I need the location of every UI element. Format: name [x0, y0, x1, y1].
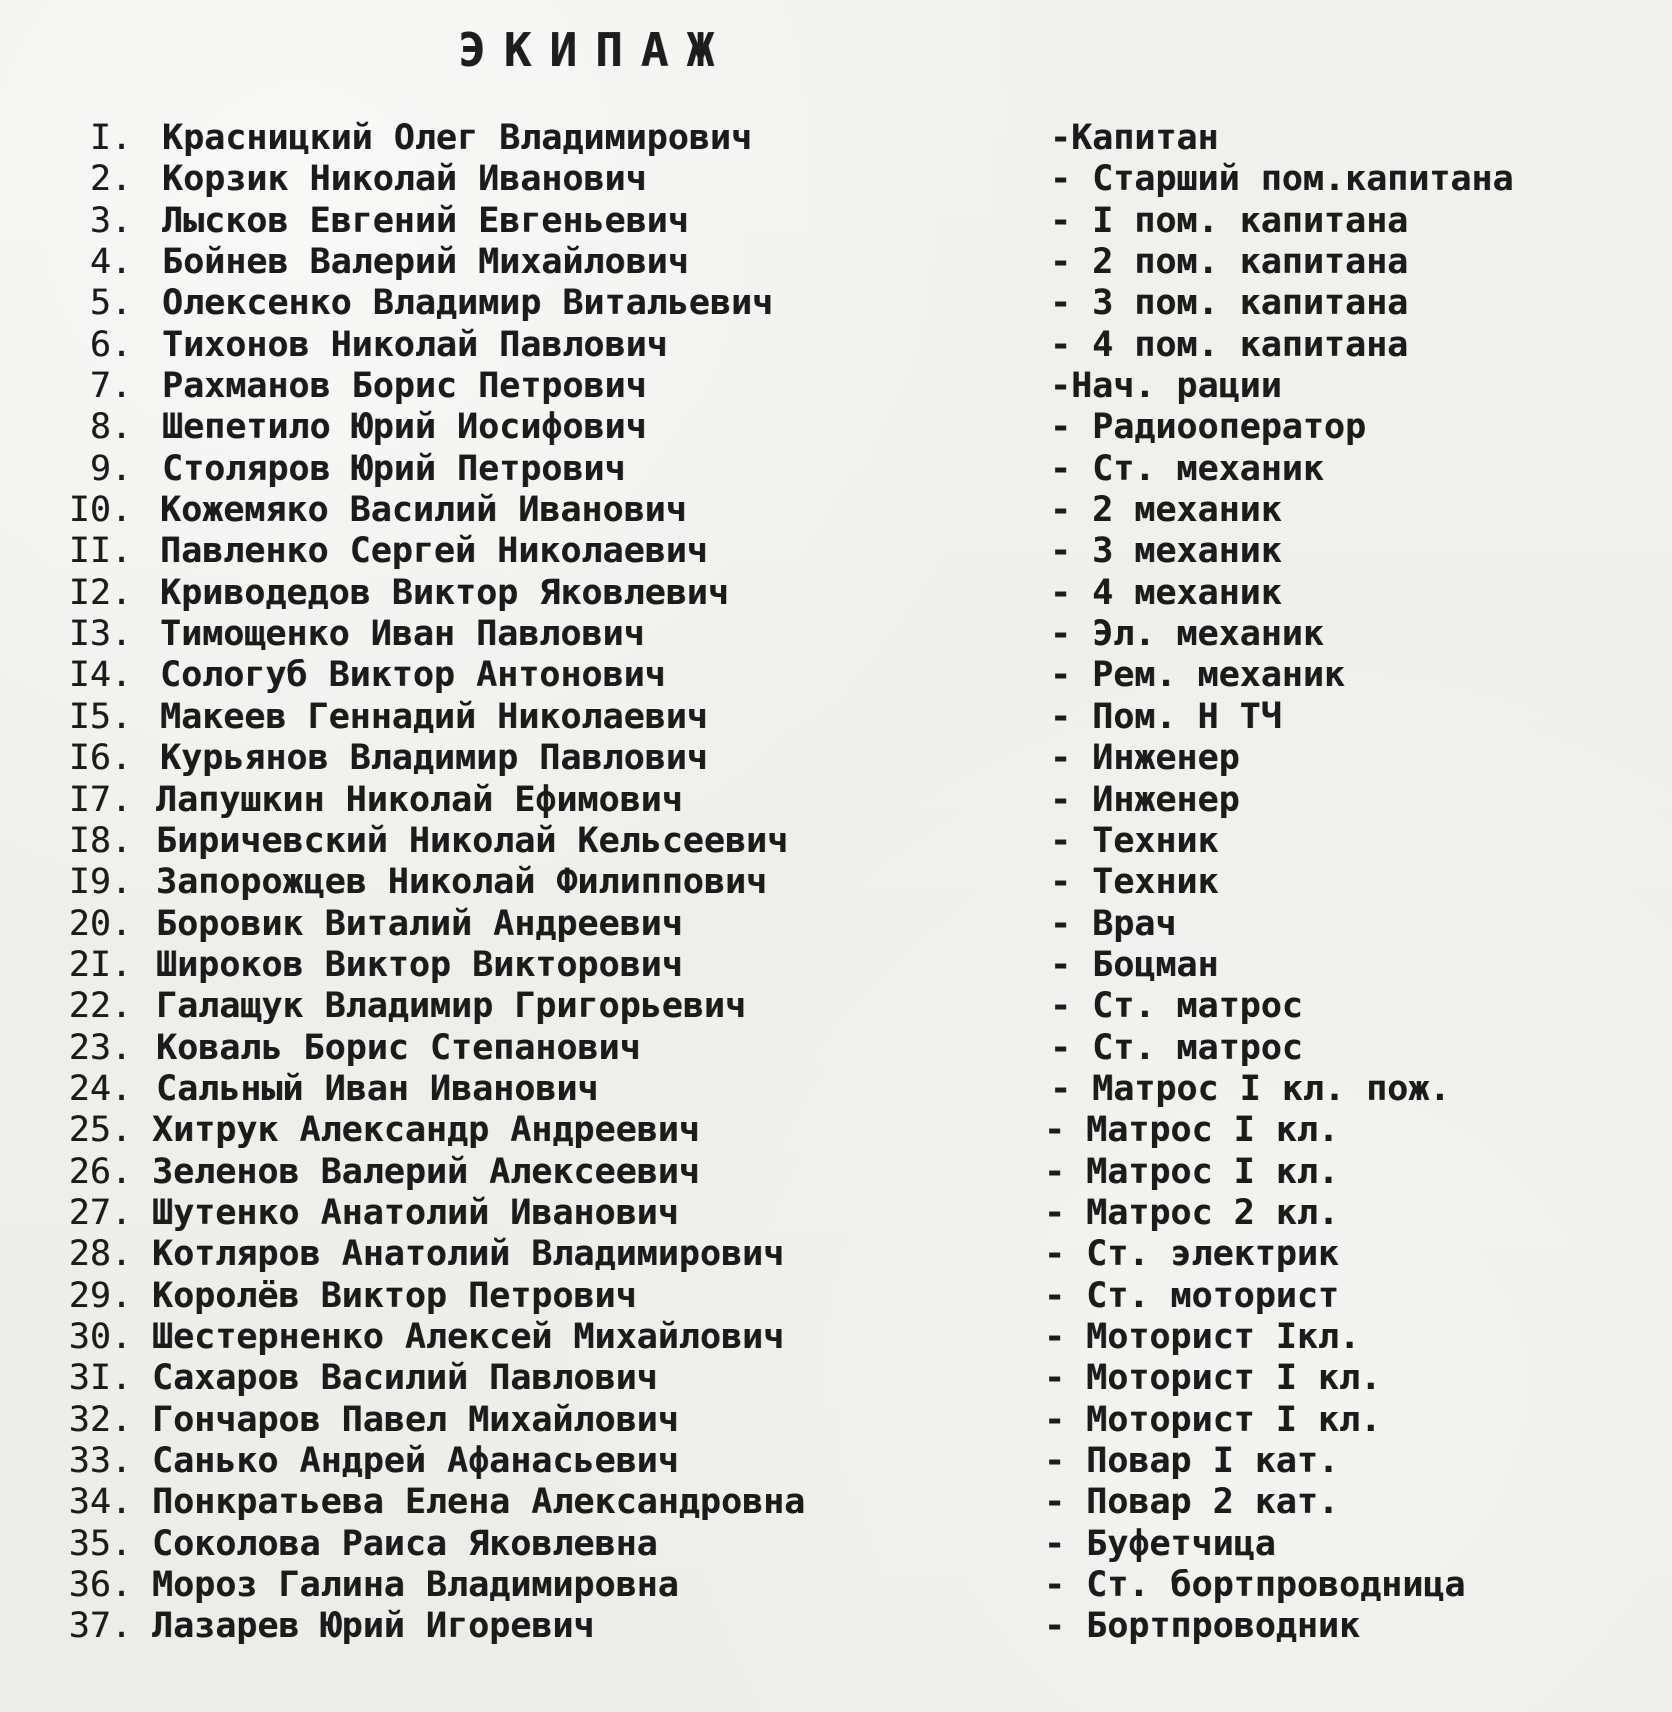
crew-name: Гончаров Павел Михайлович	[152, 1399, 679, 1440]
crew-row	[0, 159, 1672, 200]
crew-row	[0, 1152, 1672, 1193]
crew-role: - Буфетчица	[1044, 1523, 1276, 1564]
crew-role: - Моторист I кл.	[1044, 1358, 1382, 1399]
crew-number: I9.	[68, 862, 132, 903]
crew-name: Понкратьева Елена Александровна	[152, 1482, 806, 1523]
crew-number: 3I.	[68, 1358, 132, 1399]
crew-row	[0, 1524, 1672, 1565]
crew-row	[0, 614, 1672, 655]
crew-number: 29.	[68, 1275, 132, 1316]
crew-row	[0, 366, 1672, 407]
crew-name: Криводедов Виктор Яковлевич	[160, 572, 729, 613]
crew-number: 27.	[68, 1192, 132, 1233]
crew-name: Тихонов Николай Павлович	[162, 324, 668, 365]
crew-number: I8.	[68, 820, 132, 861]
crew-name: Олексенко Владимир Витальевич	[162, 283, 774, 324]
crew-row	[0, 573, 1672, 614]
crew-name: Коваль Борис Степанович	[156, 1027, 641, 1068]
crew-name: Рахманов Борис Петрович	[162, 366, 647, 407]
crew-name: Павленко Сергей Николаевич	[160, 531, 708, 572]
crew-row	[0, 1028, 1672, 1069]
crew-number: 22.	[68, 986, 132, 1027]
crew-number: 9.	[89, 448, 132, 489]
crew-row	[0, 945, 1672, 986]
crew-role: - Инженер	[1050, 738, 1240, 779]
crew-number: 26.	[68, 1151, 132, 1192]
crew-number: 30.	[68, 1316, 132, 1357]
crew-role: - 3 пом. капитана	[1050, 283, 1409, 324]
crew-name: Корзик Николай Иванович	[162, 159, 647, 200]
crew-row	[0, 862, 1672, 903]
crew-number: 36.	[68, 1565, 132, 1606]
crew-row	[0, 531, 1672, 572]
crew-row	[0, 655, 1672, 696]
crew-role: - Старший пом.капитана	[1050, 159, 1514, 200]
crew-name: Красницкий Олег Владимирович	[162, 118, 753, 158]
crew-name: Сологуб Виктор Антонович	[160, 655, 666, 696]
crew-role: - Матрос I кл.	[1044, 1151, 1340, 1192]
crew-name: Галащук Владимир Григорьевич	[156, 986, 747, 1027]
crew-row	[0, 1565, 1672, 1606]
crew-name: Шепетило Юрий Иосифович	[162, 407, 647, 448]
crew-row	[0, 283, 1672, 324]
crew-role: - Боцман	[1050, 944, 1219, 985]
crew-role: - Радиооператор	[1050, 407, 1367, 448]
crew-row	[0, 490, 1672, 531]
crew-name: Кожемяко Василий Иванович	[160, 490, 687, 531]
crew-row	[0, 201, 1672, 242]
crew-role: - Рем. механик	[1050, 655, 1346, 696]
crew-row	[0, 1193, 1672, 1234]
crew-role: -Капитан	[1050, 118, 1219, 158]
crew-name: Бойнев Валерий Михайлович	[162, 242, 689, 283]
crew-role: - Моторист Iкл.	[1044, 1316, 1361, 1357]
crew-role: - Инженер	[1050, 779, 1240, 820]
crew-name: Широков Виктор Викторович	[156, 944, 683, 985]
crew-number: I5.	[68, 696, 132, 737]
crew-number: I3.	[68, 614, 132, 655]
crew-number: 33.	[68, 1441, 132, 1481]
crew-number: 4.	[89, 242, 132, 283]
crew-name: Сальный Иван Иванович	[156, 1068, 599, 1109]
crew-role: - 4 механик	[1050, 572, 1282, 613]
crew-row	[0, 904, 1672, 945]
crew-name: Королёв Виктор Петрович	[152, 1275, 637, 1316]
crew-number: 34.	[68, 1482, 132, 1523]
crew-name: Лазарев Юрий Игоревич	[152, 1606, 595, 1647]
crew-name: Лапушкин Николай Ефимович	[156, 779, 683, 820]
crew-row	[0, 1606, 1672, 1647]
crew-role: - Повар 2 кат.	[1044, 1482, 1340, 1523]
crew-role: - Матрос 2 кл.	[1044, 1192, 1340, 1233]
crew-name: Хитрук Александр Андреевич	[152, 1110, 700, 1151]
crew-number: 32.	[68, 1399, 132, 1440]
crew-name: Сахаров Василий Павлович	[152, 1358, 658, 1399]
crew-role: - Ст. механик	[1050, 448, 1324, 489]
crew-role: - Бортпроводник	[1044, 1606, 1361, 1647]
crew-name: Зеленов Валерий Алексеевич	[152, 1151, 700, 1192]
crew-role: - Пом. Н ТЧ	[1050, 696, 1282, 737]
crew-number: 24.	[68, 1068, 132, 1109]
crew-role: - Повар I кат.	[1044, 1441, 1340, 1481]
crew-role: - Эл. механик	[1050, 614, 1324, 655]
crew-role: - 3 механик	[1050, 531, 1282, 572]
crew-role: - Матрос I кл. пож.	[1050, 1068, 1451, 1109]
crew-number: 23.	[68, 1027, 132, 1068]
crew-number: I0.	[68, 490, 132, 531]
crew-name: Санько Андрей Афанасьевич	[152, 1441, 679, 1481]
crew-role: - Матрос I кл.	[1044, 1110, 1340, 1151]
crew-name: Котляров Анатолий Владимирович	[152, 1234, 785, 1275]
crew-number: I6.	[68, 738, 132, 779]
crew-role: - 2 пом. капитана	[1050, 242, 1409, 283]
crew-row	[0, 780, 1672, 821]
crew-number: I7.	[68, 779, 132, 820]
crew-row	[0, 986, 1672, 1027]
crew-role: - I пом. капитана	[1050, 200, 1409, 241]
crew-row	[0, 1069, 1672, 1110]
crew-row	[0, 1441, 1672, 1482]
crew-role: - 2 механик	[1050, 490, 1282, 531]
crew-name: Тимощенко Иван Павлович	[160, 614, 645, 655]
page-title: ЭКИПАЖ	[458, 23, 733, 77]
crew-row	[0, 1482, 1672, 1523]
crew-role: - Врач	[1050, 903, 1177, 944]
crew-row	[0, 449, 1672, 490]
crew-role: - Ст. матрос	[1050, 1027, 1303, 1068]
crew-name: Мороз Галина Владимировна	[152, 1565, 679, 1606]
crew-role: - Техник	[1050, 862, 1219, 903]
crew-row	[0, 821, 1672, 862]
crew-row	[0, 118, 1672, 159]
crew-name: Соколова Раиса Яковлевна	[152, 1523, 658, 1564]
crew-row	[0, 325, 1672, 366]
crew-number: 37.	[68, 1606, 132, 1647]
crew-row	[0, 1110, 1672, 1151]
crew-number: 28.	[68, 1234, 132, 1275]
crew-role: - Техник	[1050, 820, 1219, 861]
crew-number: 6.	[89, 324, 132, 365]
crew-number: I2.	[68, 572, 132, 613]
crew-role: - Моторист I кл.	[1044, 1399, 1382, 1440]
crew-row	[0, 242, 1672, 283]
crew-row	[0, 1234, 1672, 1275]
crew-number: 2.	[89, 159, 132, 200]
crew-row	[0, 1358, 1672, 1399]
crew-number: II.	[68, 531, 132, 572]
crew-role: -Нач. рации	[1050, 366, 1282, 407]
crew-row	[0, 697, 1672, 738]
crew-number: 5.	[89, 283, 132, 324]
crew-number: I4.	[68, 655, 132, 696]
crew-name: Курьянов Владимир Павлович	[160, 738, 708, 779]
crew-row	[0, 407, 1672, 448]
crew-number: 20.	[68, 903, 132, 944]
crew-list	[0, 118, 1672, 1648]
crew-name: Запорожцев Николай Филиппович	[156, 862, 768, 903]
crew-number: 8.	[89, 407, 132, 448]
crew-role: - Ст. электрик	[1044, 1234, 1340, 1275]
crew-role: - Ст. матрос	[1050, 986, 1303, 1027]
crew-role: - 4 пом. капитана	[1050, 324, 1409, 365]
crew-number: I.	[89, 118, 132, 158]
crew-row	[0, 1276, 1672, 1317]
crew-name: Столяров Юрий Петрович	[162, 448, 626, 489]
crew-number: 25.	[68, 1110, 132, 1151]
crew-name: Шутенко Анатолий Иванович	[152, 1192, 679, 1233]
crew-name: Лысков Евгений Евгеньевич	[162, 200, 689, 241]
crew-row	[0, 1317, 1672, 1358]
crew-name: Шестерненко Алексей Михайлович	[152, 1316, 785, 1357]
crew-role: - Ст. бортпроводница	[1044, 1565, 1466, 1606]
crew-row	[0, 1400, 1672, 1441]
crew-name: Макеев Геннадий Николаевич	[160, 696, 708, 737]
crew-row	[0, 738, 1672, 779]
crew-role: - Ст. моторист	[1044, 1275, 1340, 1316]
crew-number: 3.	[89, 200, 132, 241]
crew-name: Боровик Виталий Андреевич	[156, 903, 683, 944]
crew-number: 35.	[68, 1523, 132, 1564]
crew-name: Биричевский Николай Кельсеевич	[156, 820, 789, 861]
crew-number: 7.	[89, 366, 132, 407]
crew-number: 2I.	[68, 944, 132, 985]
